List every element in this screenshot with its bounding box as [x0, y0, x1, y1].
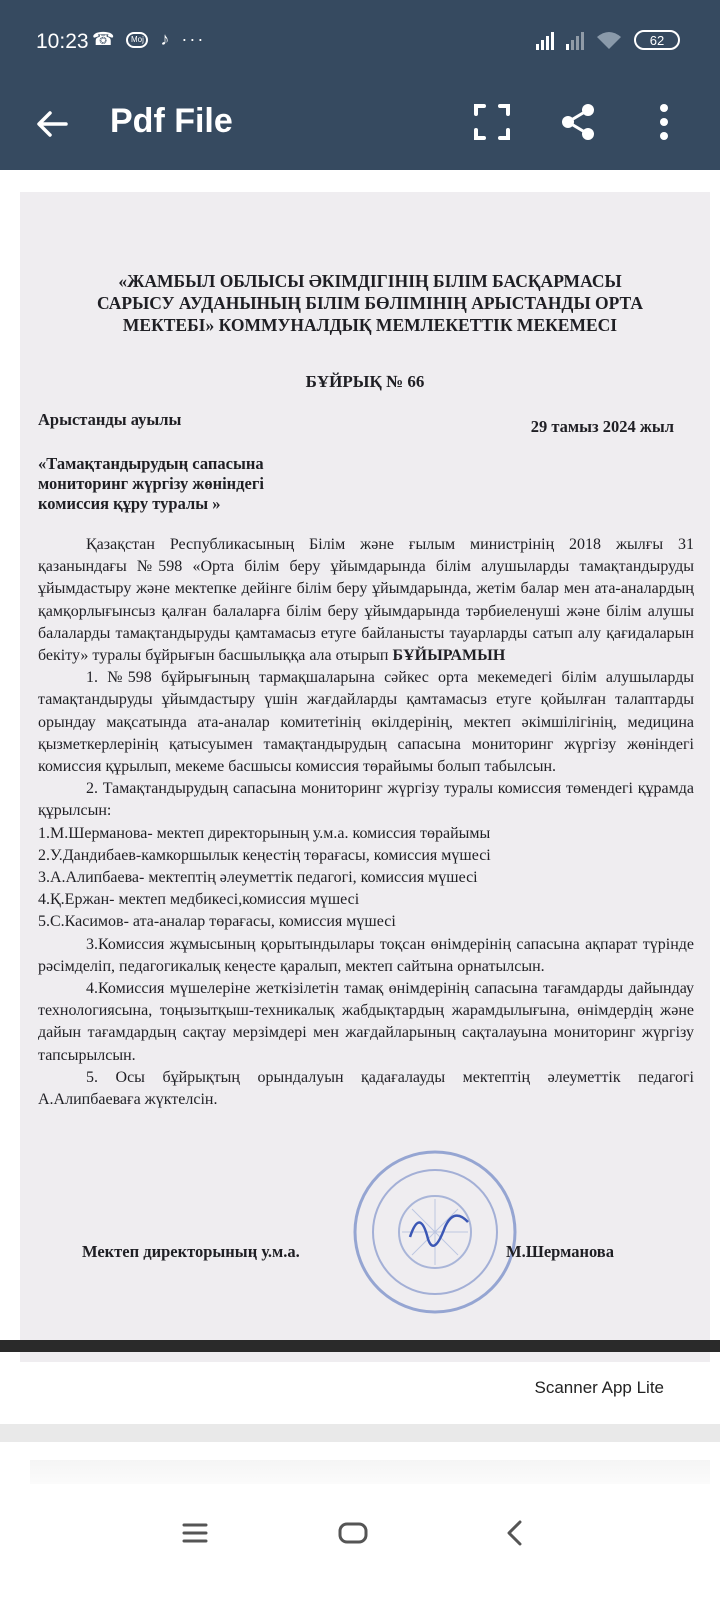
fullscreen-icon[interactable]: [470, 100, 514, 144]
pdf-viewer[interactable]: [0, 170, 720, 1360]
battery-level: 62: [649, 32, 665, 48]
member-5: 5.С.Касимов- ата-аналар төрағасы, комиссия мүшесі: [38, 913, 396, 931]
header-line-1: «ЖАМБЫЛ ОБЛЫСЫ ӘКІМДІГІНІҢ БІЛІМ БАСҚАРМАСЫ: [118, 271, 622, 291]
item-4: 4.Комиссия мүшелеріне жеткізілетін тамақ өнімдерінің сапасына тағамдарды дайындау технологиясына, тоңызытқыш-техникалық жабдықтардың жарамдылығына, өнімдердің және дайын тағамдардың сақтау мерзімдері мен жағдайларының сақталауына мониторинг жүргізу тапсырылсын.: [38, 980, 694, 1064]
header-line-2: САРЫСУ АУДАНЫНЫҢ БІЛІМ БӨЛІМІНІҢ АРЫСТАНДЫ ОРТА: [97, 293, 643, 313]
subject-line: комиссия құру туралы »: [38, 494, 221, 513]
official-stamp: [350, 1147, 520, 1317]
signal-icon: [536, 30, 554, 50]
preamble-text: Қазақстан Республикасының Білім және ғылым министрінің 2018 жылғы 31 қазанындағы №598 «Орта білім беру ұйымдарында білім алушыларды тамақтандыруды ұйымдастыру және мектепке дейінге білім беру ұйымдарында, жетім балар мен ата-аналардың қамқорлығынсыз қалған балаларға білім беру ұйымдарында тәрбиеленуші және білім алушы балаларды тамақтандыруды қамтамасыз етуге байланысты тауарларды сатып алу қағидаларын бекіту» туралы бұйрығын басшылыққа ала отырып: [38, 536, 694, 665]
header-line-3: МЕКТЕБІ» КОММУНАЛДЫҚ МЕМЛЕКЕТТІК МЕКЕМЕСІ: [122, 315, 618, 335]
item-5: 5. Осы бұйрықтың орындалуын қадағалауды мектептің әлеуметтік педагогі А.Алипбаеваға жүктелсін.: [38, 1068, 694, 1109]
member-4: 4.Қ.Ержан- мектеп медбикесі,комиссия мүшесі: [38, 891, 360, 909]
subject-line: мониторинг жүргізу жөніндегі: [38, 474, 264, 493]
system-nav-bar: [0, 1490, 720, 1600]
system-status: [536, 30, 680, 50]
moj-icon: Moj: [126, 32, 148, 48]
member-2: 2.У.Дандибаев-камкоршылык кеңестің төрағасы, комиссия мүшесі: [38, 846, 491, 864]
signal-icon: [566, 30, 584, 50]
wifi-icon: [596, 30, 622, 50]
status-time: 10:23: [36, 30, 89, 53]
page-separator: [0, 1424, 720, 1442]
item-2: 2. Тамақтандырудың сапасына мониторинг жүргізу туралы комиссия төмендегі құрамда құрылсын:: [38, 780, 694, 820]
village-name: Арыстанды ауылы: [38, 410, 182, 429]
page-title: Pdf File: [110, 102, 233, 140]
next-page-preview[interactable]: [30, 1460, 710, 1484]
more-vert-icon[interactable]: [642, 100, 686, 144]
member-1: 1.М.Шерманова- мектеп директорының у.м.а. комиссия төрайымы: [38, 824, 491, 842]
preamble-paragraph: [38, 534, 694, 667]
battery-icon: [634, 30, 680, 50]
scanner-brand: Scanner App Lite: [534, 1378, 664, 1397]
home-icon[interactable]: [328, 1508, 378, 1558]
menu-icon[interactable]: [170, 1508, 220, 1558]
toolbar: [0, 90, 720, 170]
subject-line: «Тамақтандырудың сапасына: [38, 454, 264, 473]
preamble-bold: БҰЙЫРАМЫН: [392, 647, 506, 665]
order-subject: [38, 454, 338, 514]
member-3: 3.А.Алипбаева- мектептің әлеуметтік педагогі, комиссия мүшесі: [38, 869, 478, 887]
status-bar: [0, 0, 720, 90]
item-3: 3.Комиссия жұмысының қорытындылары тоқсан өнімдерінің сапасына ақпарат түрінде рәсімделіп, педагогикалық кеңесте қаралып, мектеп сайтына орнатылсын.: [38, 935, 694, 975]
back-icon[interactable]: [490, 1508, 540, 1558]
missed-call-icon: ☎: [92, 29, 115, 49]
more-notifications-icon: ···: [181, 29, 206, 49]
app-bar: [0, 0, 720, 170]
page-edge: [0, 1340, 720, 1352]
tiktok-icon: ♪: [160, 29, 170, 49]
back-arrow-icon[interactable]: [32, 104, 72, 144]
order-title: БҰЙРЫҚ № 66: [305, 372, 425, 391]
signature-name: М.Шерманова: [506, 1242, 614, 1261]
order-body: [38, 534, 694, 1111]
order-date: 29 тамыз 2024 жыл: [530, 417, 674, 436]
share-icon[interactable]: [556, 100, 600, 144]
item-1: 1. №598 бұйрығының тармақшаларына сәйкес орта мекемедегі білім алушыларды тамақтандыруды ұйымдастыру үшін жағдайларды қамтамасыз етуге қойылған талаптарды орындау мақсатында ата-аналар комитетінің өкілдерінің, мектеп әкімшілігінің, медицина қызметкерлерінің қатысуымен тамақтандырудың сапасына мониторинг жүргізу жөніндегі комиссия құрылып, мекеме басшысы комиссия төрайымы болып табылсын.: [38, 669, 694, 776]
document-page: [20, 192, 710, 1362]
signature-title: Мектеп директорының у.м.а.: [82, 1242, 300, 1261]
notification-icons: [92, 29, 205, 50]
